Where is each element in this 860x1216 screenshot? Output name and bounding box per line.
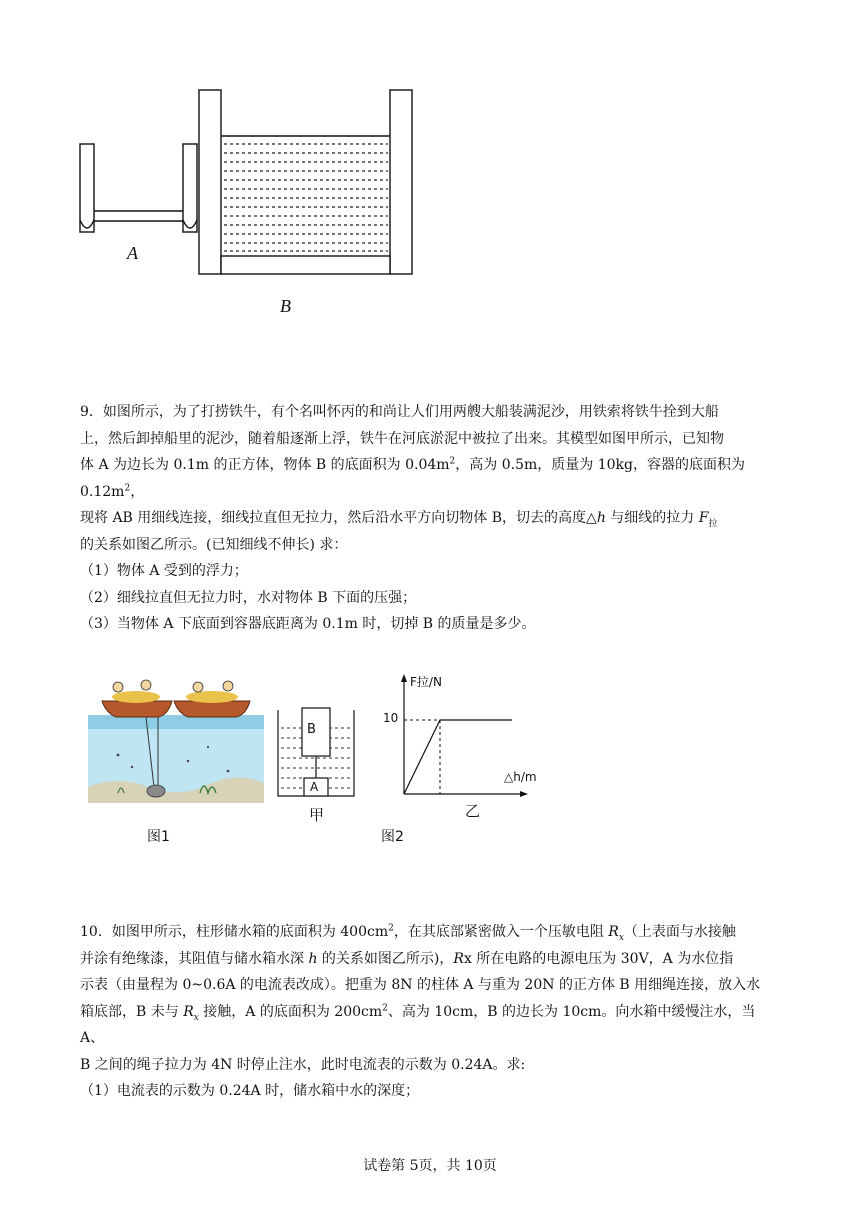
question-9	[80, 399, 780, 638]
q10-line5: B 之间的绳子拉力为 4N 时停止注水，此时电流表的示数为 0.24A。求:	[80, 1056, 526, 1073]
q10-line1: 10．如图甲所示，柱形储水箱的底面积为 $400cm^2$，在其底部紧密做入一个压敏电阻 $R_x$（上表面与水接触	[80, 923, 736, 943]
q9-line1: 9．如图所示，为了打捞铁牛，有个名叫怀丙的和尚让人们用两艘大船装满泥沙，用铁索将铁牛拴到大船	[80, 404, 719, 420]
q9-line2: 上，然后卸掉船里的泥沙，随着船逐渐上浮，铁牛在河底淤泥中被拉了出来。其模型如图甲所示，已知物	[80, 430, 724, 447]
q9-line5: 的关系如图乙所示。(已知细线不伸长) 求：	[80, 536, 348, 553]
q9-line4: 现将 AB 用细线连接，细线拉直但无拉力，然后沿水平方向切物体 B，切去的高度△h 与细线的拉力 $F_拉$	[80, 510, 718, 529]
force-graph	[374, 672, 534, 804]
q9-sub3: （3）当物体 A 下底面到容器底距离为 0.1m 时，切掉 B 的质量是多少。	[80, 616, 536, 632]
block-b-label: B	[307, 722, 316, 737]
q10-sub1: （1）电流表的示数为 0.24A 时，储水箱中水的深度；	[80, 1083, 420, 1099]
boat-right	[174, 681, 250, 717]
label-a: A	[127, 243, 138, 263]
boats-illustration	[88, 675, 264, 803]
q10-line3: 示表（由量程为 0~0.6A 的电流表改成）。把重为 8N 的柱体 A 与重为 20N 的正方体 B 用细绳连接，放入水	[80, 977, 761, 993]
boat-left	[102, 680, 172, 717]
series-line	[404, 720, 512, 794]
block-a-label: A	[310, 780, 319, 794]
q9-sub2: （2）细线拉直但无拉力时，水对物体 B 下面的压强；	[80, 589, 417, 606]
q10-line2: 并涂有绝缘漆，其阻值与储水箱水深 h 的关系如图乙所示)，Rx 所在电路的电源电压为 30V，A 为水位指	[80, 950, 734, 967]
q9-line3: 体 A 为边长为 0.1m 的正方体，物体 B 的底面积为 $0.04m^2$，高为 0.5m，质量为 10kg，容器的底面积为 $0.12m^2$，	[80, 456, 745, 500]
x-axis-label: △h/m	[504, 770, 537, 784]
y-axis-label: F拉/N	[410, 675, 442, 689]
label-b: B	[280, 296, 291, 316]
fig2-caption: 图2	[381, 829, 404, 845]
question-10	[80, 919, 780, 1105]
y-tick-10: 10	[383, 711, 399, 725]
jia-caption: 甲	[309, 806, 325, 824]
x-axis-arrow	[520, 791, 528, 797]
container-a	[80, 144, 197, 232]
y-axis-arrow	[401, 674, 407, 682]
q9-sub1: （1）物体 A 受到的浮力；	[80, 563, 248, 579]
container-b	[199, 90, 412, 274]
q10-line4: 箱底部，B 未与 $R_x$ 接触，A 的底面积为 $200cm^2$、高为 10cm，B 的边长为 10cm。向水箱中缓慢注水，当 A、	[80, 1002, 756, 1046]
page-footer: 试卷第 5页，共 10页	[363, 1158, 497, 1174]
fig1-caption: 图1	[147, 829, 170, 845]
yi-caption: 乙	[465, 802, 481, 820]
containers-figure	[70, 80, 430, 290]
water-dashes	[224, 144, 388, 251]
